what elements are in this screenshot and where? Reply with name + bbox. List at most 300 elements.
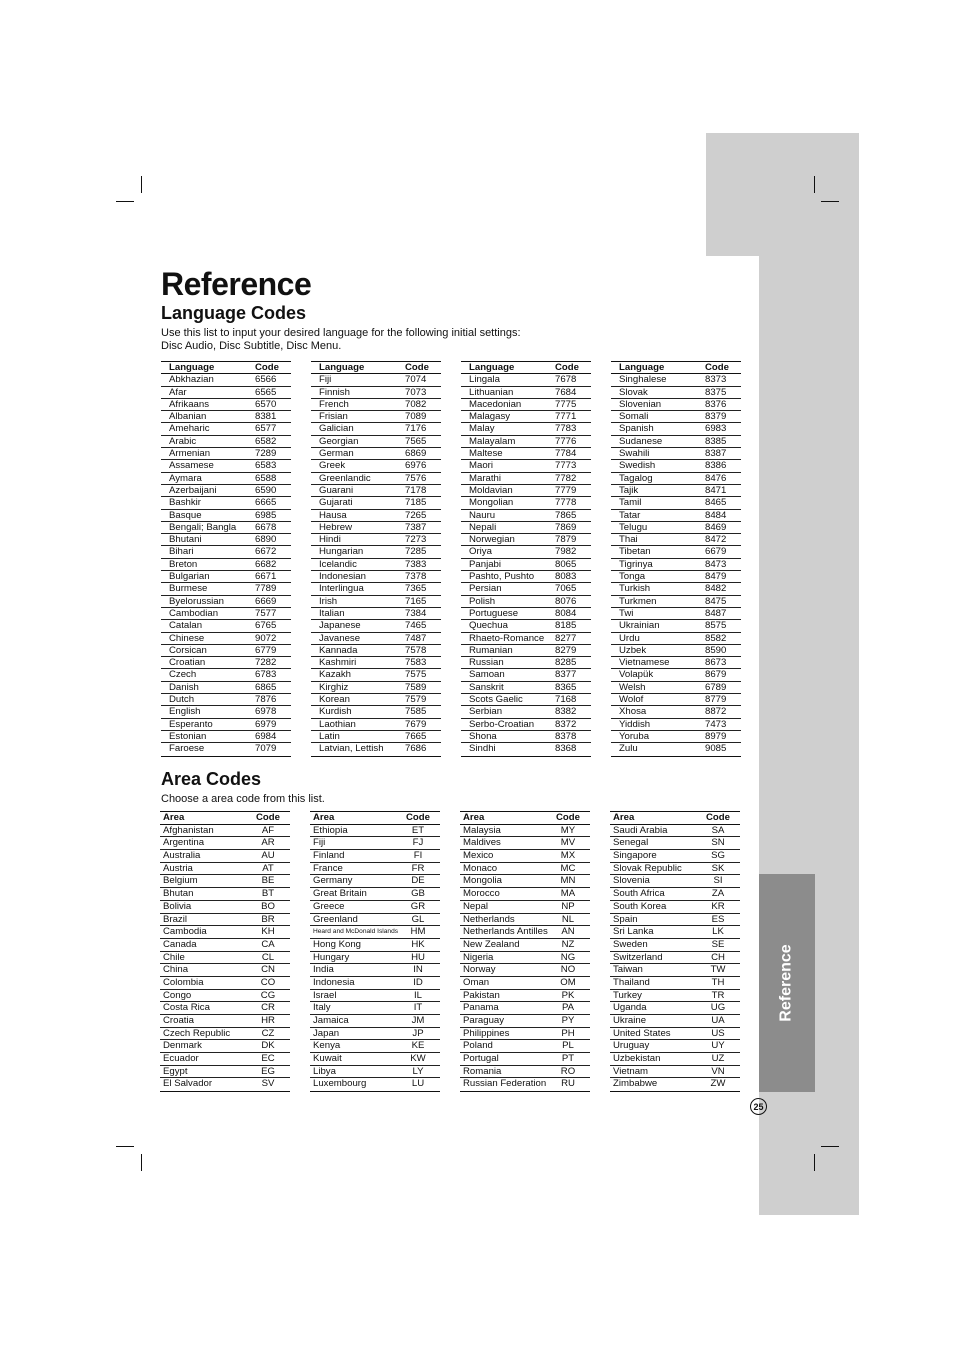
area-row bbox=[610, 939, 740, 952]
language-row bbox=[611, 485, 741, 497]
area-row bbox=[460, 901, 590, 914]
header-code: Code bbox=[705, 362, 729, 373]
header-name: Area bbox=[463, 812, 485, 823]
row-name: Panama bbox=[463, 1002, 499, 1014]
language-row bbox=[461, 473, 591, 485]
row-code: 8387 bbox=[705, 448, 727, 460]
area-row bbox=[160, 888, 290, 901]
area-row bbox=[460, 1015, 590, 1028]
page-title: Reference bbox=[161, 266, 312, 302]
row-name: Cambodia bbox=[163, 926, 207, 938]
row-name: Breton bbox=[169, 558, 198, 570]
row-code: 8575 bbox=[705, 620, 727, 632]
row-name: Slovak bbox=[619, 386, 648, 398]
language-row bbox=[311, 411, 441, 423]
language-row bbox=[611, 423, 741, 435]
language-row bbox=[161, 669, 291, 681]
row-code: 7782 bbox=[555, 472, 577, 484]
table-header bbox=[460, 812, 590, 825]
area-row bbox=[310, 914, 440, 927]
language-row bbox=[611, 731, 741, 743]
language-row bbox=[461, 719, 591, 731]
row-name: China bbox=[163, 964, 189, 976]
row-name: Bengali; Bangla bbox=[169, 521, 237, 533]
area-row bbox=[310, 875, 440, 888]
row-name: Esperanto bbox=[169, 718, 213, 730]
row-code: 7465 bbox=[405, 620, 427, 632]
row-name: Welsh bbox=[619, 681, 646, 693]
row-code: 8484 bbox=[705, 509, 727, 521]
row-code: RO bbox=[560, 1065, 576, 1077]
language-row bbox=[611, 387, 741, 399]
area-column bbox=[160, 811, 290, 1092]
row-name: Netherlands bbox=[463, 913, 515, 925]
row-code: 7577 bbox=[255, 607, 277, 619]
area-row bbox=[460, 850, 590, 863]
language-row bbox=[611, 473, 741, 485]
language-row bbox=[611, 559, 741, 571]
row-code: 8379 bbox=[705, 411, 727, 423]
row-name: Arabic bbox=[169, 435, 197, 447]
row-code: 8590 bbox=[705, 644, 727, 656]
area-row bbox=[610, 990, 740, 1003]
row-name: Czech Republic bbox=[163, 1027, 231, 1039]
row-name: Frisian bbox=[319, 411, 348, 423]
row-code: OM bbox=[560, 976, 576, 988]
area-row bbox=[460, 914, 590, 927]
row-name: Swahili bbox=[619, 448, 650, 460]
language-row bbox=[161, 596, 291, 608]
row-code: 7679 bbox=[405, 718, 427, 730]
row-code: 6783 bbox=[255, 669, 277, 681]
language-row bbox=[461, 460, 591, 472]
row-name: Cambodian bbox=[169, 607, 219, 619]
area-row bbox=[310, 964, 440, 977]
crop-mark bbox=[821, 1146, 839, 1147]
language-row bbox=[311, 571, 441, 583]
area-codes-heading: Area Codes bbox=[161, 769, 262, 789]
row-code: 7576 bbox=[405, 472, 427, 484]
row-code: TW bbox=[710, 964, 726, 976]
row-code: PL bbox=[562, 1040, 574, 1052]
row-name: United States bbox=[613, 1027, 671, 1039]
row-name: Paraguay bbox=[463, 1015, 505, 1026]
row-code: 8479 bbox=[705, 571, 727, 583]
row-name: Libya bbox=[313, 1065, 336, 1077]
row-code: 6865 bbox=[255, 681, 277, 693]
row-name: Hong Kong bbox=[313, 938, 362, 950]
language-row bbox=[461, 559, 591, 571]
row-code: 6588 bbox=[255, 472, 277, 484]
row-code: 6669 bbox=[255, 595, 277, 607]
row-name: Philippines bbox=[463, 1027, 510, 1039]
row-name: Azerbaijani bbox=[169, 484, 217, 496]
area-row bbox=[610, 1066, 740, 1079]
row-code: 7387 bbox=[405, 521, 427, 533]
row-code: EG bbox=[261, 1065, 275, 1077]
area-row bbox=[310, 926, 440, 939]
row-name: Tigrinya bbox=[619, 558, 653, 570]
row-name: Yoruba bbox=[619, 730, 650, 742]
row-code: RU bbox=[561, 1078, 575, 1090]
language-row bbox=[461, 657, 591, 669]
row-code: ES bbox=[711, 913, 725, 925]
language-row bbox=[311, 682, 441, 694]
row-code: 8582 bbox=[705, 632, 727, 644]
language-row bbox=[611, 460, 741, 472]
row-code: GB bbox=[411, 888, 425, 900]
language-row bbox=[461, 485, 591, 497]
language-row bbox=[311, 743, 441, 755]
language-row bbox=[461, 682, 591, 694]
row-code: PA bbox=[561, 1002, 575, 1014]
row-code: 7771 bbox=[555, 411, 577, 423]
row-name: Kenya bbox=[313, 1040, 341, 1052]
language-row bbox=[611, 608, 741, 620]
area-row bbox=[160, 952, 290, 965]
header-code: Code bbox=[255, 362, 279, 373]
language-row bbox=[161, 583, 291, 595]
row-code: 7579 bbox=[405, 694, 427, 706]
area-codes-table bbox=[160, 811, 741, 1093]
row-name: Japan bbox=[313, 1027, 340, 1039]
area-row bbox=[610, 952, 740, 965]
area-column bbox=[460, 811, 590, 1092]
row-name: Nepal bbox=[463, 900, 489, 912]
row-name: Bulgarian bbox=[169, 571, 210, 583]
row-code: 6565 bbox=[255, 386, 277, 398]
area-row bbox=[460, 875, 590, 888]
language-row bbox=[161, 608, 291, 620]
area-intro: Choose a area code from this list. bbox=[161, 793, 325, 805]
area-row bbox=[610, 1015, 740, 1028]
row-code: 7473 bbox=[705, 718, 727, 730]
row-name: Slovenia bbox=[613, 875, 650, 887]
area-row bbox=[160, 850, 290, 863]
area-row bbox=[310, 1028, 440, 1041]
language-row bbox=[311, 559, 441, 571]
area-row bbox=[310, 1078, 440, 1091]
row-name: Egypt bbox=[163, 1065, 188, 1077]
area-row bbox=[460, 1002, 590, 1015]
row-code: GR bbox=[410, 900, 426, 912]
language-row bbox=[161, 497, 291, 509]
language-row bbox=[611, 399, 741, 411]
row-code: 8285 bbox=[555, 657, 577, 669]
row-code: 7282 bbox=[255, 657, 277, 669]
row-code: MX bbox=[560, 850, 576, 862]
language-row bbox=[161, 387, 291, 399]
language-row bbox=[461, 387, 591, 399]
row-name: Interlingua bbox=[319, 583, 364, 595]
row-name: Hungary bbox=[313, 951, 350, 963]
language-intro-line2: Disc Audio, Disc Subtitle, Disc Menu. bbox=[161, 340, 342, 352]
row-code: PH bbox=[561, 1027, 575, 1039]
row-name: Vietnam bbox=[613, 1065, 649, 1077]
language-row bbox=[161, 571, 291, 583]
area-row bbox=[460, 990, 590, 1003]
row-name: Nauru bbox=[469, 509, 496, 521]
crop-mark bbox=[821, 201, 839, 202]
row-name: Uzbek bbox=[619, 644, 647, 656]
row-code: FI bbox=[413, 850, 423, 862]
section-tab-label-wrap bbox=[759, 874, 815, 1092]
row-code: ID bbox=[413, 976, 423, 988]
row-code: 7778 bbox=[555, 497, 577, 509]
row-name: Maori bbox=[469, 460, 493, 472]
row-code: 6978 bbox=[255, 706, 277, 718]
row-code: IL bbox=[413, 989, 422, 1001]
row-name: Saudi Arabia bbox=[613, 824, 668, 836]
row-code: UG bbox=[710, 1002, 726, 1014]
row-name: Tonga bbox=[619, 571, 646, 583]
row-name: Volapük bbox=[619, 669, 654, 681]
language-row bbox=[461, 731, 591, 743]
row-code: 7289 bbox=[255, 448, 277, 460]
row-code: 7779 bbox=[555, 484, 577, 496]
row-name: Bashkir bbox=[169, 497, 201, 509]
language-row bbox=[311, 497, 441, 509]
language-row bbox=[461, 669, 591, 681]
row-code: 8472 bbox=[705, 534, 727, 546]
language-row bbox=[461, 620, 591, 632]
language-column bbox=[611, 361, 741, 757]
language-column bbox=[311, 361, 441, 757]
row-name: Bhutan bbox=[163, 888, 194, 900]
row-code: TH bbox=[711, 976, 725, 988]
row-code: 8386 bbox=[705, 460, 727, 472]
row-code: 7879 bbox=[555, 534, 577, 546]
row-name: Bihari bbox=[169, 546, 194, 558]
row-name: Javanese bbox=[319, 632, 361, 644]
row-name: Germany bbox=[313, 875, 353, 887]
area-row bbox=[160, 990, 290, 1003]
row-code: 8482 bbox=[705, 583, 727, 595]
row-code: 7168 bbox=[555, 694, 577, 706]
language-row bbox=[461, 423, 591, 435]
row-code: NO bbox=[560, 964, 576, 976]
row-name: Colombia bbox=[163, 976, 204, 988]
row-code: NL bbox=[561, 913, 575, 925]
area-row bbox=[610, 914, 740, 927]
row-code: SV bbox=[261, 1078, 275, 1090]
area-row bbox=[160, 914, 290, 927]
row-name: Tibetan bbox=[619, 546, 651, 558]
page-number: 25 bbox=[750, 1098, 767, 1115]
row-code: 8377 bbox=[555, 669, 577, 681]
language-row bbox=[161, 731, 291, 743]
language-codes-heading: Language Codes bbox=[161, 303, 307, 323]
row-name: Congo bbox=[163, 989, 192, 1001]
row-code: CL bbox=[261, 951, 275, 963]
language-row bbox=[161, 694, 291, 706]
row-code: 6583 bbox=[255, 460, 277, 472]
row-name: Georgian bbox=[319, 435, 359, 447]
row-code: BR bbox=[261, 913, 275, 925]
language-row bbox=[461, 534, 591, 546]
row-code: 8279 bbox=[555, 644, 577, 656]
row-name: Wolof bbox=[619, 694, 644, 706]
area-row bbox=[610, 901, 740, 914]
row-name: Marathi bbox=[469, 472, 501, 484]
row-name: Turkmen bbox=[619, 595, 657, 607]
language-row bbox=[611, 534, 741, 546]
row-code: CO bbox=[260, 976, 276, 988]
row-code: DK bbox=[261, 1040, 275, 1052]
header-name: Language bbox=[619, 362, 665, 373]
area-row bbox=[460, 977, 590, 990]
row-name: Chinese bbox=[169, 632, 205, 644]
row-code: SI bbox=[713, 875, 723, 887]
table-header bbox=[160, 812, 290, 825]
row-code: 6672 bbox=[255, 546, 277, 558]
row-name: Corsican bbox=[169, 644, 207, 656]
language-row bbox=[311, 522, 441, 534]
row-name: Romania bbox=[463, 1065, 502, 1077]
language-row bbox=[311, 510, 441, 522]
row-code: 8365 bbox=[555, 681, 577, 693]
area-row bbox=[160, 901, 290, 914]
row-code: 8382 bbox=[555, 706, 577, 718]
row-name: Brazil bbox=[163, 913, 187, 925]
row-name: Thai bbox=[619, 534, 638, 546]
language-row bbox=[611, 743, 741, 755]
row-name: Ameharic bbox=[169, 423, 210, 435]
language-row bbox=[161, 620, 291, 632]
row-code: 6869 bbox=[405, 448, 427, 460]
header-code: Code bbox=[256, 812, 280, 823]
area-row bbox=[160, 977, 290, 990]
row-name: Yiddish bbox=[619, 718, 651, 730]
row-name: Morocco bbox=[463, 888, 500, 900]
row-code: 7176 bbox=[405, 423, 427, 435]
area-row bbox=[610, 926, 740, 939]
row-name: Monaco bbox=[463, 862, 498, 874]
language-row bbox=[161, 460, 291, 472]
header-code: Code bbox=[556, 812, 580, 823]
row-code: UY bbox=[711, 1040, 725, 1052]
row-name: Spain bbox=[613, 913, 638, 925]
row-name: New Zealand bbox=[463, 938, 520, 950]
row-name: Japanese bbox=[319, 620, 361, 632]
row-name: Uzbekistan bbox=[613, 1053, 661, 1065]
row-name: Maldives bbox=[463, 837, 501, 849]
row-code: 8779 bbox=[705, 694, 727, 706]
row-name: Lithuanian bbox=[469, 386, 514, 398]
area-row bbox=[160, 1028, 290, 1041]
row-code: 7589 bbox=[405, 681, 427, 693]
crop-mark bbox=[116, 201, 134, 202]
row-code: LU bbox=[411, 1078, 425, 1090]
row-code: MV bbox=[560, 837, 576, 849]
row-code: 6976 bbox=[405, 460, 427, 472]
area-row bbox=[160, 1078, 290, 1091]
row-name: Twi bbox=[619, 607, 634, 619]
area-row bbox=[460, 964, 590, 977]
language-row bbox=[311, 534, 441, 546]
row-name: Russian bbox=[469, 657, 504, 669]
row-name: Austria bbox=[163, 862, 193, 874]
row-code: JM bbox=[411, 1015, 425, 1026]
row-code: ET bbox=[411, 824, 425, 836]
language-row bbox=[161, 743, 291, 755]
language-row bbox=[311, 694, 441, 706]
language-row bbox=[461, 522, 591, 534]
row-code: 9085 bbox=[705, 743, 727, 755]
area-row bbox=[610, 1053, 740, 1066]
row-code: 8475 bbox=[705, 595, 727, 607]
row-name: Kirghiz bbox=[319, 681, 349, 693]
row-code: 6671 bbox=[255, 571, 277, 583]
row-code: 7583 bbox=[405, 657, 427, 669]
row-name: Samoan bbox=[469, 669, 505, 681]
row-name: Belgium bbox=[163, 875, 198, 887]
language-row bbox=[611, 633, 741, 645]
area-row bbox=[160, 825, 290, 838]
row-code: 7089 bbox=[405, 411, 427, 423]
row-name: Croatia bbox=[163, 1015, 194, 1026]
row-name: Telugu bbox=[619, 521, 648, 533]
language-row bbox=[461, 743, 591, 755]
row-code: 7789 bbox=[255, 583, 277, 595]
language-row bbox=[161, 374, 291, 386]
row-name: Afar bbox=[169, 386, 187, 398]
language-row bbox=[311, 448, 441, 460]
row-name: Poland bbox=[463, 1040, 493, 1052]
language-row bbox=[461, 583, 591, 595]
row-name: Mexico bbox=[463, 850, 494, 862]
row-code: 7285 bbox=[405, 546, 427, 558]
row-code: 7869 bbox=[555, 521, 577, 533]
area-row bbox=[160, 1015, 290, 1028]
row-code: 8084 bbox=[555, 607, 577, 619]
row-name: Chile bbox=[163, 951, 185, 963]
header-name: Language bbox=[169, 362, 215, 373]
area-row bbox=[310, 939, 440, 952]
row-code: 7074 bbox=[405, 374, 427, 386]
language-row bbox=[311, 596, 441, 608]
row-name: Turkish bbox=[619, 583, 651, 595]
row-name: Fiji bbox=[319, 374, 332, 386]
row-name: Italian bbox=[319, 607, 345, 619]
header-code: Code bbox=[405, 362, 429, 373]
area-row bbox=[610, 1040, 740, 1053]
language-row bbox=[611, 448, 741, 460]
area-row bbox=[610, 1078, 740, 1091]
row-name: Armenian bbox=[169, 448, 211, 460]
row-code: 7776 bbox=[555, 435, 577, 447]
row-code: 6678 bbox=[255, 521, 277, 533]
row-name: Ukrainian bbox=[619, 620, 660, 632]
area-row bbox=[460, 1066, 590, 1079]
row-code: 8465 bbox=[705, 497, 727, 509]
row-code: JP bbox=[412, 1027, 424, 1039]
area-row bbox=[460, 837, 590, 850]
row-name: Czech bbox=[169, 669, 197, 681]
language-row bbox=[161, 423, 291, 435]
row-name: Costa Rica bbox=[163, 1002, 210, 1014]
header-name: Area bbox=[313, 812, 335, 823]
language-row bbox=[161, 522, 291, 534]
row-name: Turkey bbox=[613, 989, 642, 1001]
row-name: Panjabi bbox=[469, 558, 502, 570]
row-code: AN bbox=[561, 926, 575, 938]
row-code: 6765 bbox=[255, 620, 277, 632]
row-code: 7585 bbox=[405, 706, 427, 718]
area-row bbox=[160, 939, 290, 952]
row-name: Dutch bbox=[169, 694, 195, 706]
row-name: Sri Lanka bbox=[613, 926, 654, 938]
